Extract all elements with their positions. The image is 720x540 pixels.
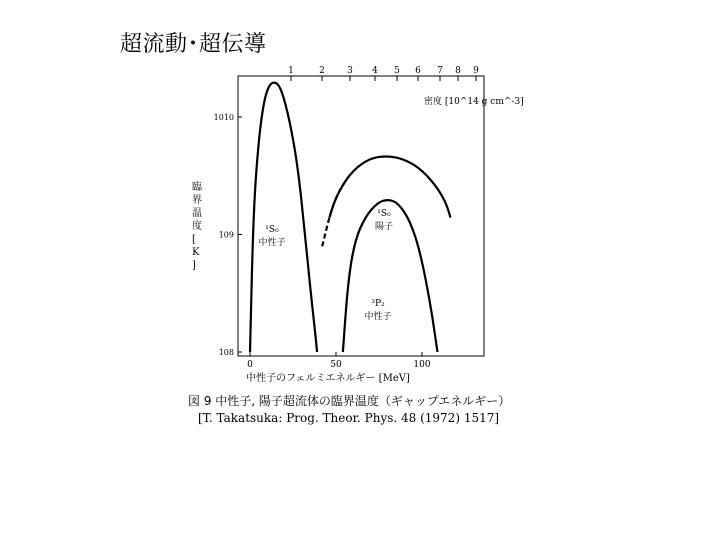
figure-caption: 図 9 中性子, 陽子超流体の臨界温度（ギャップエネルギー） <box>188 394 511 408</box>
slide-title: 超流動･超伝導 <box>120 32 267 57</box>
x-tick-label: 100 <box>413 360 431 370</box>
curve-labels <box>258 209 393 322</box>
top-density-axis <box>288 66 479 81</box>
y-tick-label: 109 <box>218 230 234 240</box>
x-axis <box>247 352 431 370</box>
series-line-dashed <box>322 156 456 246</box>
y-axis-label: 臨界温度[ K ] <box>192 182 202 271</box>
curve-particle-label: 陽子 <box>374 222 394 232</box>
x-tick-label: 0 <box>247 360 253 370</box>
y-tick-label: 108 <box>218 348 234 357</box>
top-tick-label: 4 <box>372 66 378 76</box>
curve-state-label: ¹S₀ <box>265 225 279 235</box>
series-line <box>322 156 456 246</box>
y-tick-label: 1010 <box>213 113 234 122</box>
top-tick-label: 9 <box>473 66 479 76</box>
top-axis-label: 密度 [10^14 g cm^-3] <box>424 97 524 107</box>
curve-state-label: ¹S₀ <box>377 209 391 219</box>
top-tick-label: 2 <box>319 66 325 76</box>
plot-frame <box>238 76 484 356</box>
top-tick-label: 3 <box>347 66 353 76</box>
series-line <box>250 83 317 352</box>
curve-particle-label: 中性子 <box>258 238 286 248</box>
top-tick-label: 8 <box>455 66 461 76</box>
x-tick-label: 50 <box>330 360 342 370</box>
x-axis-label: 中性子のフェルミエネルギー [MeV] <box>246 373 410 384</box>
curve-particle-label: 中性子 <box>364 312 392 322</box>
top-tick-label: 1 <box>288 66 294 76</box>
top-tick-label: 6 <box>415 66 421 76</box>
figure-citation: [T. Takatsuka: Prog. Theor. Phys. 48 (1972) 1517] <box>198 411 500 425</box>
curves <box>250 83 456 352</box>
curve-state-label: ³P₂ <box>371 299 385 309</box>
top-tick-label: 5 <box>394 66 400 76</box>
top-tick-label: 7 <box>437 66 443 76</box>
